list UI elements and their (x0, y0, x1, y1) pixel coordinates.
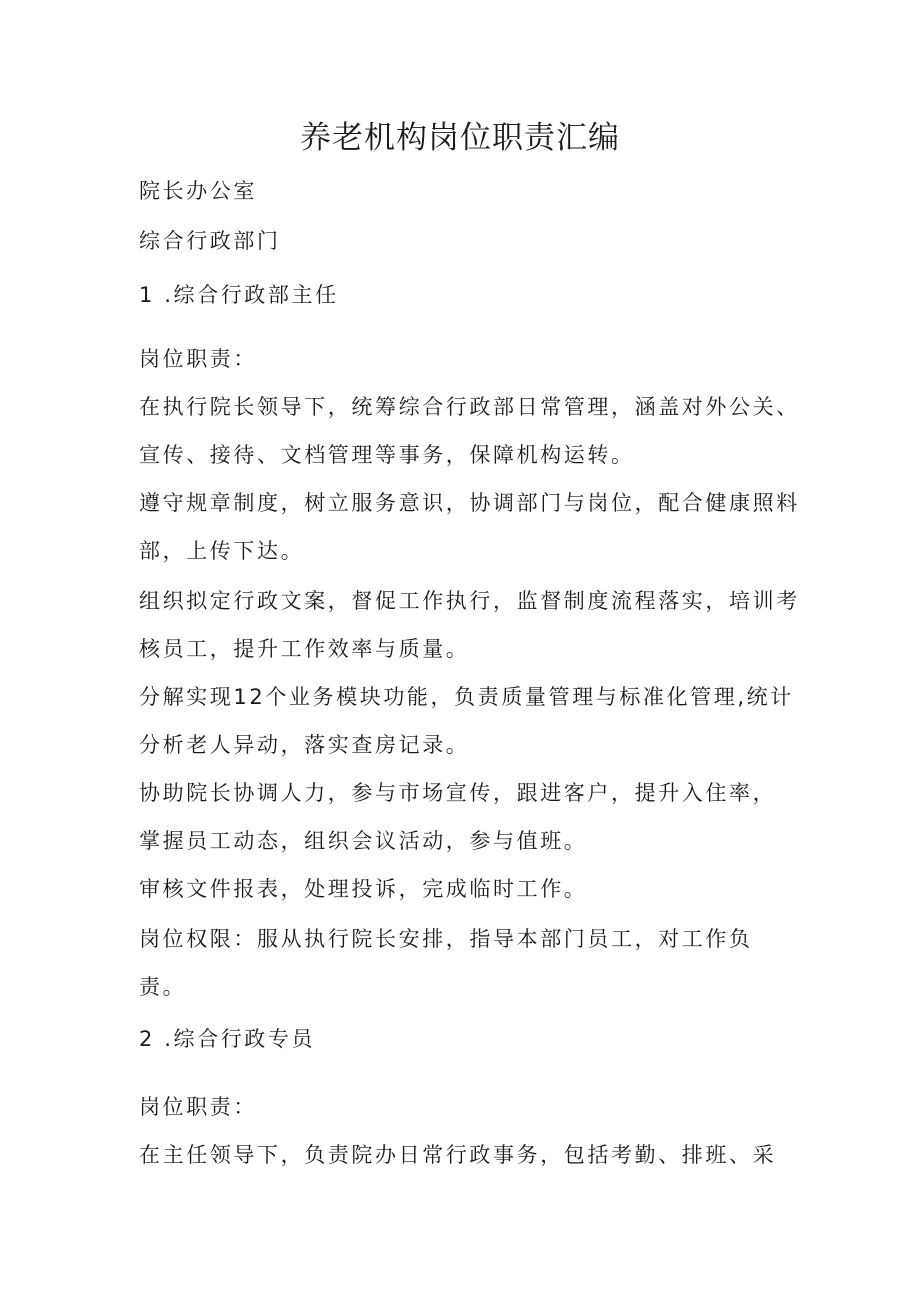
body-text-line: 宣传、接待、文档管理等事务，保障机构运转。 (139, 443, 635, 467)
section-heading-admin-dept: 综合行政部门 (139, 229, 281, 253)
body-text-line: 分析老人异动，落实查房记录。 (139, 733, 470, 757)
body-text-line: 部，上传下达。 (139, 539, 305, 563)
duties-label: 岗位职责： (139, 1095, 257, 1119)
body-text-line: 遵守规章制度，树立服务意识，协调部门与岗位，配合健康照料 (139, 491, 800, 515)
position-heading-admin-specialist: 2 .综合行政专员 (139, 1027, 316, 1051)
authority-text-line: 责。 (139, 975, 187, 999)
body-text-line: 审核文件报表，处理投诉，完成临时工作。 (139, 877, 588, 901)
section-heading-president-office: 院长办公室 (139, 179, 257, 203)
body-text-line: 组织拟定行政文案，督促工作执行，监督制度流程落实，培训考 (139, 589, 800, 613)
body-text-line: 核员工，提升工作效率与质量。 (139, 637, 470, 661)
position-heading-admin-director: 1 .综合行政部主任 (139, 283, 339, 307)
body-text-line: 在主任领导下，负责院办日常行政事务，包括考勤、排班、采 (139, 1143, 777, 1167)
body-text-line: 协助院长协调人力，参与市场宣传，跟进客户，提升入住率， (139, 781, 777, 805)
body-text-line: 掌握员工动态，组织会议活动，参与值班。 (139, 829, 588, 853)
document-title: 养老机构岗位职责汇编 (300, 120, 620, 156)
duties-label: 岗位职责： (139, 347, 257, 371)
body-text-line: 在执行院长领导下，统筹综合行政部日常管理，涵盖对外公关、 (139, 395, 800, 419)
body-text-line: 分解实现12个业务模块功能，负责质量管理与标准化管理,统计 (139, 685, 794, 709)
authority-text-line: 岗位权限：服从执行院长安排，指导本部门员工，对工作负 (139, 927, 753, 951)
